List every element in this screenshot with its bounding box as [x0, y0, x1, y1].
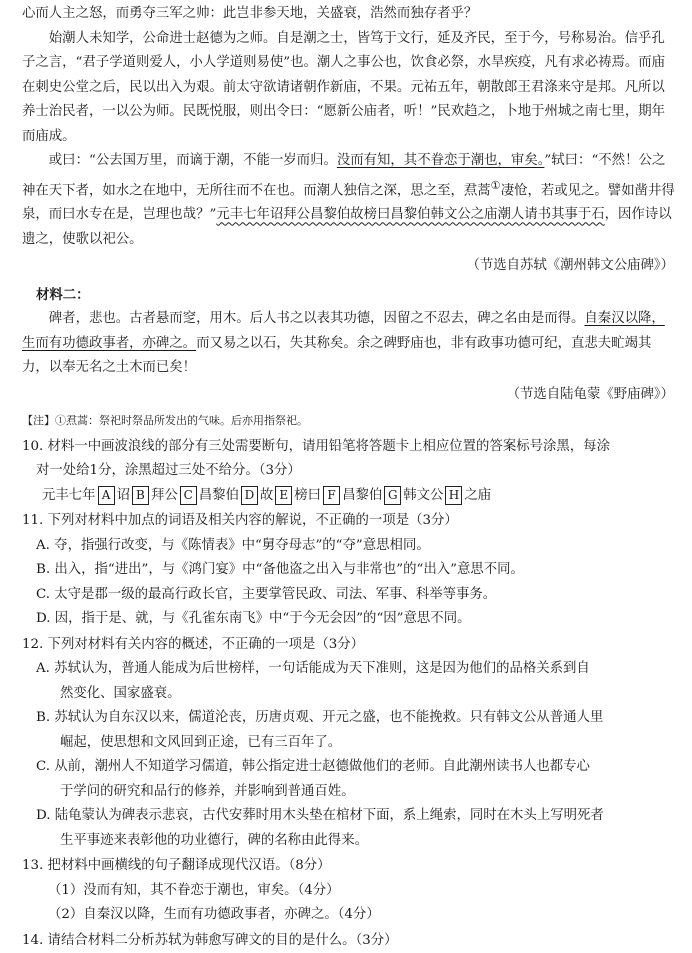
option-text-cont: 生平事迹来表彰他的功业德行，碑的名称由此得来。	[60, 832, 368, 848]
question-14	[22, 929, 678, 953]
underlined-sentence-1: 没而有知，其不眷恋于潮也，审矣。	[336, 153, 545, 168]
question-12-option-c[interactable]	[22, 755, 678, 804]
break-option-h[interactable]: H	[445, 486, 462, 505]
passage-1-paragraph-2	[22, 149, 678, 252]
passage-2-source: （节选自陆龟蒙《野庙碑》）	[506, 386, 674, 402]
break-option-g[interactable]: G	[384, 486, 401, 505]
segment: 昌黎伯	[198, 487, 239, 503]
passage-2-text: 碑者，悲也。古者悬而窆，用木。后人书之以表其功德，因留之不忍去，碑之名由是而得。	[48, 311, 585, 327]
passage-2-text: 而又易之以石，失其称矣。余之碑野庙也，非有政事功德可纪，直悲夫甿竭其力，以奉无名之土木而已矣！	[22, 335, 652, 376]
passage-1-paragraph-1: 始潮人未知学，公命进士赵德为之师。自是潮之士，皆笃于文行，延及齐民，至于今，号称易治。信乎孔子之言，“君子学道则爱人，小人学道则易使”也。潮人之事公也，饮食必祭，水旱疾疫，凡有求必祷焉。而庙在刺史公堂之后，民以出入为艰。前太守欲请诸朝作新庙，不果。元祐五年，朝散郎王君涤来守是邦。凡所以养士治民者，一以公为师。民既悦服，则出令曰：“愿新公庙者，听！”民欢趋之，卜地于州城之南七里，期年而庙成。	[22, 30, 666, 144]
question-14-stem: 14. 请结合材料二分析苏轼为韩愈写碑文的目的是什么。（3分）	[22, 932, 398, 948]
break-option-f[interactable]: F	[323, 486, 340, 505]
passage-1-text: ”轼曰：“不然！公之神在天下者，如水之在地中，无所往而不在也。而潮人独信之深，思之至，焄蒿	[22, 153, 666, 198]
question-13-sentence-2: （2）自秦汉以降，生而有功德政事者，亦碑之。（4分）	[48, 907, 380, 923]
segment: 故	[259, 487, 274, 503]
passage-1-line-0: 心而人主之怒，而勇夺三军之帅：此岂非参天地，关盛衰，浩然而独存者乎？	[22, 6, 478, 21]
passage-1-text: ，因作诗以遗之，使歌以祀公。	[22, 207, 672, 247]
footnote: 【注】①焄蒿：祭祀时祭品所发出的气味。后亦用指祭祀。	[22, 414, 308, 428]
question-10	[22, 435, 678, 509]
question-11-option-c[interactable]: C. 太守是郡一级的最高行政长官，主要掌管民政、司法、军事、科举等事务。	[36, 586, 497, 602]
passage-1-source: （节选自苏轼《潮州韩文公庙碑》）	[466, 258, 674, 274]
question-11-option-b[interactable]: B. 出入，指“进出”，与《鸿门宴》中“备他盗之出入与非常也”的“出入”意思不同。	[36, 562, 524, 578]
break-option-d[interactable]: D	[241, 486, 258, 505]
segment: 之庙	[464, 487, 492, 503]
footnote-marker: ①	[490, 178, 501, 192]
option-text: A. 苏轼认为，普通人能成为后世榜样，一句话能成为天下准则，这是因为他们的品格关系到自	[36, 661, 590, 677]
option-text-cont: 崛起，使思想和文风回到正途，已有三百年了。	[60, 734, 342, 750]
question-11	[22, 509, 678, 632]
segment: 诏	[116, 487, 130, 503]
underlined-sentence-2: 自秦汉以降，生而有功德政事者，亦碑之。	[22, 311, 665, 351]
question-10-options	[22, 484, 678, 509]
passage-1-text: 或曰：“公去国万里，而谪于潮，不能一岁而归。	[48, 153, 337, 168]
passage-1	[22, 2, 678, 279]
question-10-stem-cont: 对一处给1分，涂黑超过三处不给分。（3分）	[36, 463, 301, 479]
option-text: C. 从前，潮州人不知道学习儒道，韩公指定进士赵德做他们的老师。自此潮州读书人也都专心	[36, 759, 590, 775]
segment: 拜公	[150, 487, 178, 503]
question-11-option-a[interactable]: A. 夺，指强行改变，与《陈情表》中“舅夺母志”的“夺”意思相同。	[36, 537, 430, 553]
question-12-stem: 12. 下列对材料有关内容的概述，不正确的一项是（3分）	[22, 636, 365, 652]
option-text-cont: 于学问的研究和品行的修养，并影响到普通百姓。	[60, 783, 355, 799]
question-12	[22, 633, 678, 854]
segment: 元丰七年	[42, 487, 96, 503]
question-11-option-d[interactable]: D. 因，指于是、就，与《孔雀东南飞》中“于今无会因”的“因”意思不同。	[36, 611, 471, 627]
passage-2-heading: 材料二：	[36, 286, 90, 303]
wavy-underlined-sentence: 元丰七年诏拜公昌黎伯故榜曰昌黎伯韩文公之庙潮人请书其事于石	[216, 207, 605, 223]
break-option-b[interactable]: B	[132, 486, 149, 505]
option-text-cont: 然变化、国家盛衰。	[60, 685, 181, 701]
question-11-stem: 11. 下列对材料中加点的词语及相关内容的解说，不正确的一项是（3分）	[22, 513, 458, 529]
question-12-option-d[interactable]	[22, 804, 678, 853]
passage-1-text: 凄怆，若或见之。譬如凿井得泉，而曰水专在是，岂理也哉？”	[22, 182, 675, 223]
passage-2-paragraph	[22, 307, 678, 381]
question-10-stem: 10. 材料一中画波浪线的部分有三处需要断句，请用铅笔将答题卡上相应位置的答案标号涂黑，每涂	[22, 438, 610, 454]
segment: 韩文公	[403, 487, 444, 503]
question-12-option-a[interactable]	[22, 657, 678, 706]
segment: 榜曰	[294, 487, 322, 503]
question-12-option-b[interactable]	[22, 706, 678, 755]
passage-2	[22, 283, 678, 408]
break-option-c[interactable]: C	[180, 486, 197, 505]
question-13	[22, 854, 678, 928]
break-option-a[interactable]: A	[98, 486, 115, 505]
question-13-sentence-1: （1）没而有知，其不眷恋于潮也，审矣。（4分）	[48, 882, 340, 898]
option-text: B. 苏轼认为自东汉以来，儒道沦丧，历唐贞观、开元之盛，也不能挽救。只有韩文公从普通人里	[36, 710, 604, 726]
option-text: D. 陆龟蒙认为碑表示悲哀，古代安葬时用木头垫在棺材下面，系上绳索，同时在木头上写明死者	[36, 808, 604, 824]
question-13-stem: 13. 把材料中画横线的句子翻译成现代汉语。（8分）	[22, 858, 331, 874]
segment: 昌黎伯	[342, 487, 383, 503]
break-option-e[interactable]: E	[275, 486, 292, 505]
